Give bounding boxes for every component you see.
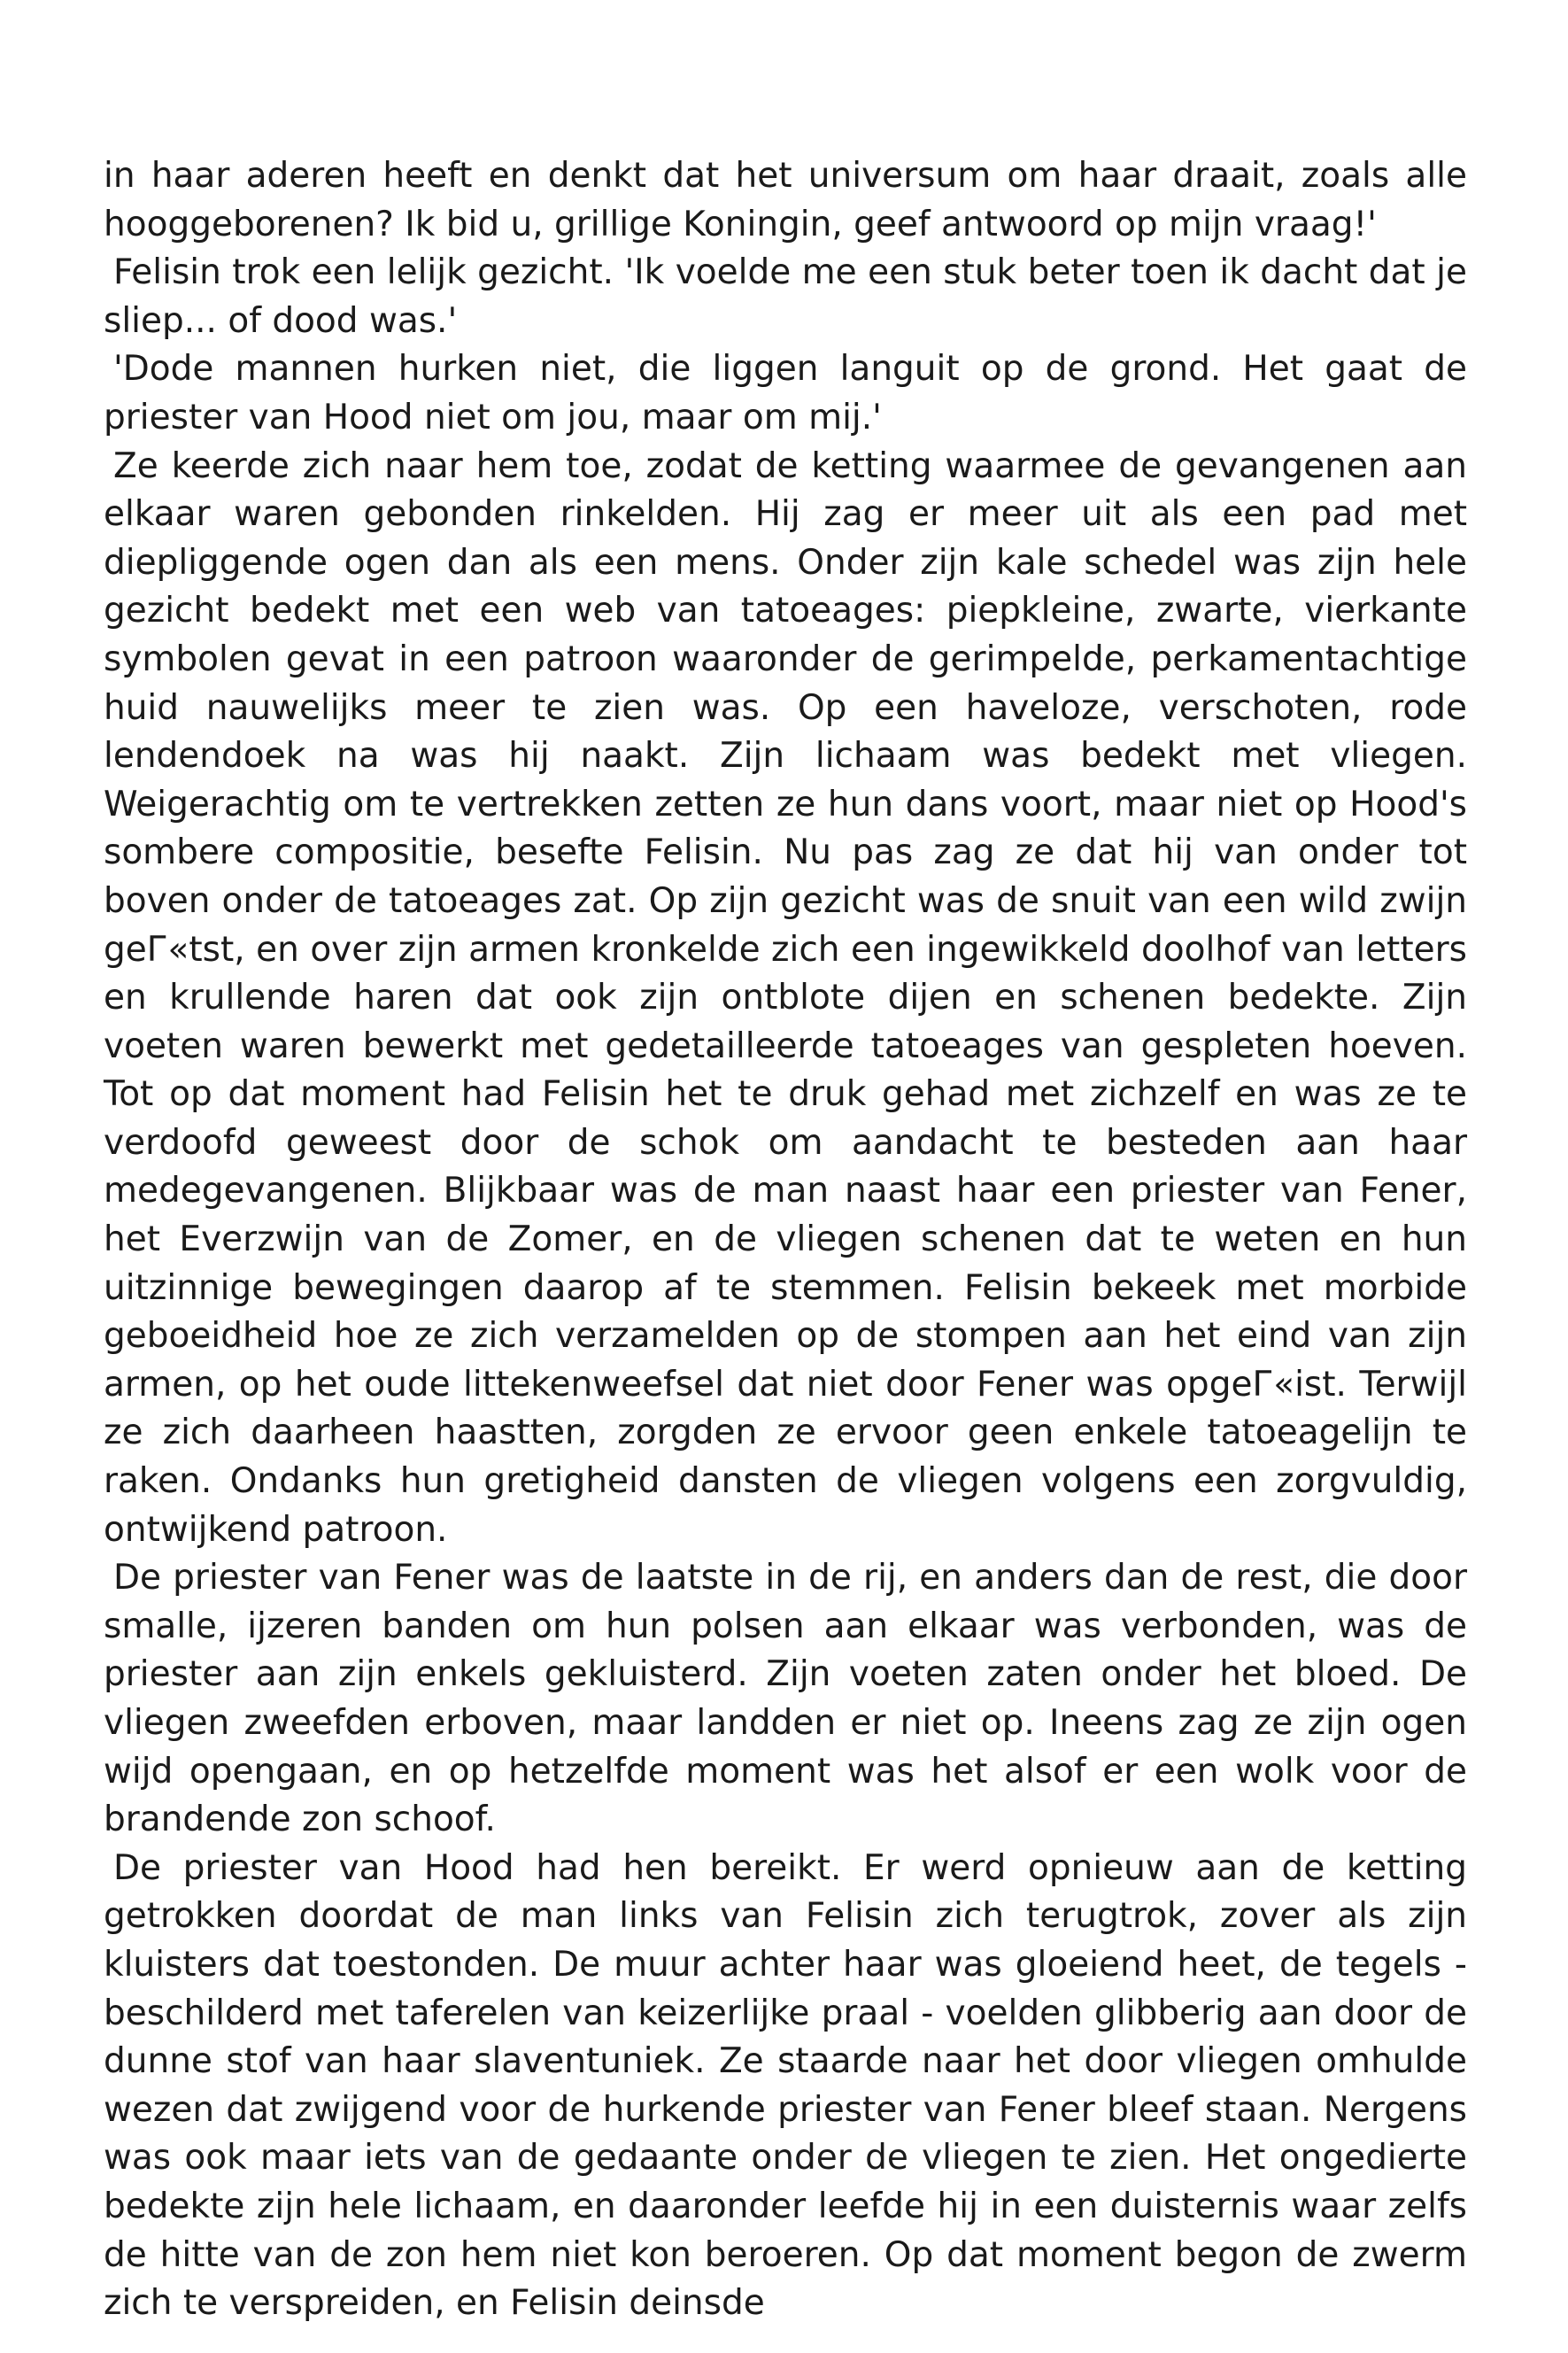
paragraph-6: De priester van Hood had hen bereikt. Er werd opnieuw aan de ketting getrokken doordat de man links van Felisin zich terugtrok, zover als zijn kluisters dat toestonden. De muur achter haar was gloeiend heet, de tegels - beschilderd met taferelen van keizerlijke praal - voelden glibberig aan door de dunne stof van haar slaventuniek. Ze staarde naar het door vliegen omhulde wezen dat zwijgend voor de hurkende priester van Fener bleef staan. Nergens was ook maar iets van de gedaante onder de vliegen te zien. Het ongedierte bedekte zijn hele lichaam, en daaronder leefde hij in een duisternis waar zelfs de hitte van de zon hem niet kon beroeren. Op dat moment begon de zwerm zich te verspreiden, en Felisin deinsde — [104, 1847, 1467, 2324]
paragraph-1: in haar aderen heeft en denkt dat het universum om haar draait, zoals alle hooggeborenen? Ik bid u, grillige Koningin, geef antwoord op mijn vraag!' — [104, 156, 1467, 244]
paragraph-2: Felisin trok een lelijk gezicht. 'Ik voelde me een stuk beter toen ik dacht dat je sliep... of dood was.' — [104, 252, 1467, 341]
paragraph-5: De priester van Fener was de laatste in de rij, en anders dan de rest, die door smalle, ijzeren banden om hun polsen aan elkaar was verbonden, was de priester aan zijn enkels gekluisterd. Zijn voeten zaten onder het bloed. De vliegen zweefden erboven, maar landden er niet op. Ineens zag ze zijn ogen wijd opengaan, en op hetzelfde moment was het alsof er een wolk voor de brandende zon schoof. — [104, 1558, 1467, 1840]
paragraph-3: 'Dode mannen hurken niet, die liggen languit op de grond. Het gaat de priester van Hood niet om jou, maar om mij.' — [104, 349, 1467, 437]
page-body — [104, 152, 1467, 2328]
paragraph-4: Ze keerde zich naar hem toe, zodat de ketting waarmee de gevangenen aan elkaar waren gebonden rinkelden. Hij zag er meer uit als een pad met diepliggende ogen dan als een mens. Onder zijn kale schedel was zijn hele gezicht bedekt met een web van tatoeages: piepkleine, zwarte, vierkante symbolen gevat in een patroon waaronder de gerimpelde, perkamentachtige huid nauwelijks meer te zien was. Op een haveloze, verschoten, rode lendendoek na was hij naakt. Zijn lichaam was bedekt met vliegen. Weigerachtig om te vertrekken zetten ze hun dans voort, maar niet op Hood's sombere compositie, besefte Felisin. Nu pas zag ze dat hij van onder tot boven onder de tatoeages zat. Op zijn gezicht was de snuit van een wild zwijn geГ«tst, en over zijn armen kronkelde zich een ingewikkeld doolhof van letters en krullende haren dat ook zijn ontblote dijen en schenen bedekte. Zijn voeten waren bewerkt met gedetailleerde tatoeages van gespleten hoeven. Tot op dat moment had Felisin het te druk gehad met zichzelf en was ze te verdoofd geweest door de schok om aandacht te besteden aan haar medegevangenen. Blijkbaar was de man naast haar een priester van Fener, het Everzwijn van de Zomer, en de vliegen schenen dat te weten en hun uitzinnige bewegingen daarop af te stemmen. Felisin bekeek met morbide geboeidheid hoe ze zich verzamelden op de stompen aan het eind van zijn armen, op het oude littekenweefsel dat niet door Fener was opgeГ«ist. Terwijl ze zich daarheen haastten, zorgden ze ervoor geen enkele tatoeagelijn te raken. Ondanks hun gretigheid dansten de vliegen volgens een zorgvuldig, ontwijkend patroon. — [104, 445, 1467, 1550]
